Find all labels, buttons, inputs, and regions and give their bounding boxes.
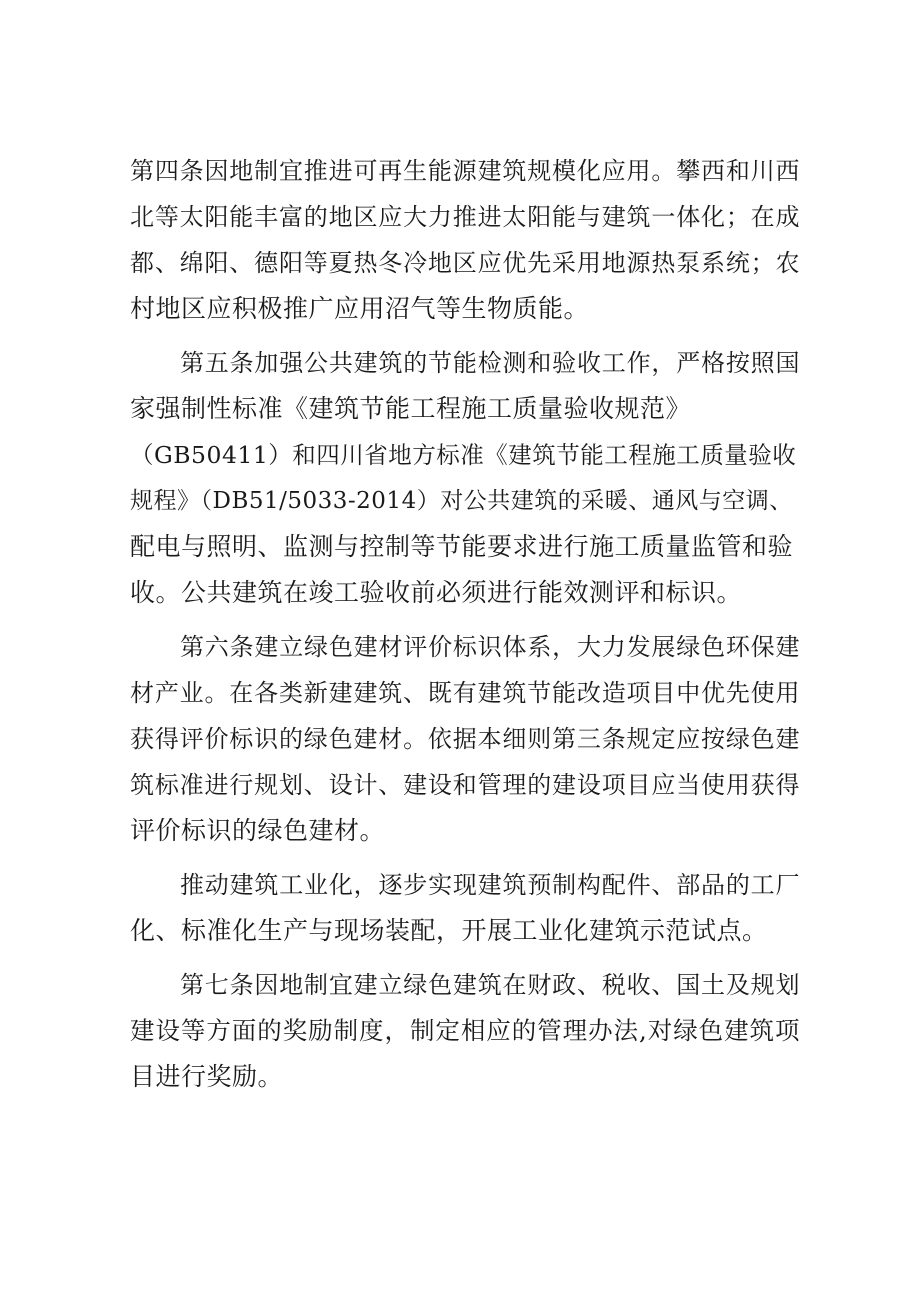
text-line: 获得评价标识的绿色建材。依据本细则第三条规定应按绿色建: [130, 725, 800, 753]
text-line: 村地区应积极推广应用沼气等生物质能。: [130, 294, 590, 323]
text-line: 北等太阳能丰富的地区应大力推进太阳能与建筑一体化；在成: [130, 203, 800, 231]
text-line: 配电与照明、监测与控制等节能要求进行施工质量监管和验: [130, 532, 794, 561]
text-line: 筑标准进行规划、设计、建设和管理的建设项目应当使用获得: [130, 771, 800, 799]
document-body: [130, 148, 800, 1100]
text-line: 材产业。在各类新建建筑、既有建筑节能改造项目中优先使用: [130, 679, 800, 707]
paragraph-article-7: [130, 962, 800, 1100]
text-line: （GB50411）和四川省地方标准《建筑节能工程施工质量验收: [130, 441, 797, 469]
text-line: 推动建筑工业化，逐步实现建筑预制构配件、部品的工厂: [180, 871, 800, 899]
paragraph-industrialization: [130, 862, 800, 954]
text-line: 评价标识的绿色建材。: [130, 816, 386, 845]
text-line: 第六条建立绿色建材评价标识体系，大力发展绿色环保建: [180, 633, 800, 661]
paragraph-article-4: [130, 148, 800, 332]
text-line: 家强制性标准《建筑节能工程施工质量验收规范》: [130, 394, 692, 423]
text-line: 化、标准化生产与现场装配，开展工业化建筑示范试点。: [130, 916, 768, 945]
text-line: 第七条因地制宜建立绿色建筑在财政、税收、国土及规划: [180, 971, 800, 999]
text-line: 建设等方面的奖励制度，制定相应的管理办法,对绿色建筑项: [130, 1016, 800, 1045]
text-line: 规程》（DB51/5033-2014）对公共建筑的采暖、通风与空调、: [130, 488, 793, 514]
text-line: 都、绵阳、德阳等夏热冬冷地区应优先采用地源热泵系统；农: [130, 249, 800, 277]
paragraph-article-5: [130, 340, 800, 616]
text-line: 第五条加强公共建筑的节能检测和验收工作，严格按照国: [180, 349, 800, 377]
text-line: 收。公共建筑在竣工验收前必须进行能效测评和标识。: [130, 578, 743, 607]
text-line: 目进行奖励。: [130, 1062, 284, 1091]
text-line: 第四条因地制宜推进可再生能源建筑规模化应用。攀西和川西: [130, 157, 800, 185]
paragraph-article-6: [130, 624, 800, 854]
